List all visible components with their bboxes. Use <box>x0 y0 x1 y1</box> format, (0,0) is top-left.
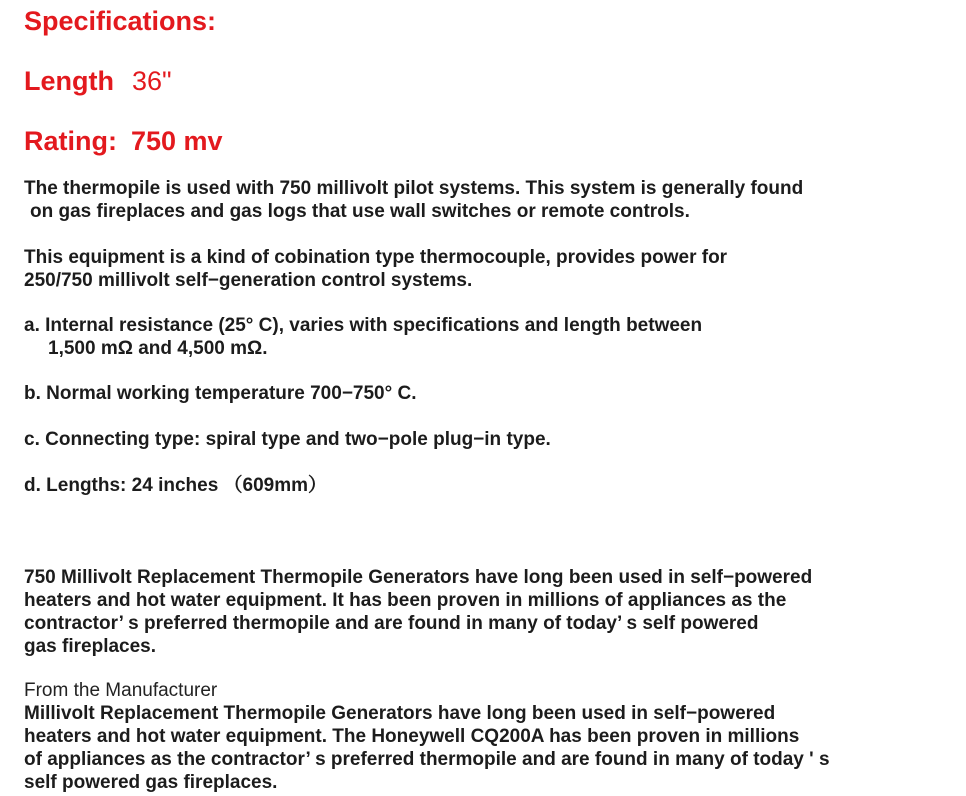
manufacturer-line-2: heaters and hot water equipment. The Honeywell CQ200A has been proven in millions <box>24 726 800 747</box>
specifications-title <box>24 6 216 36</box>
manufacturer-line-1: Millivolt Replacement Thermopile Generators have long been used in self−powered <box>24 703 776 724</box>
length-spec <box>24 66 172 96</box>
manufacturer-line-4: self powered gas fireplaces. <box>24 772 278 793</box>
item-b-text: b. Normal working temperature 700−750° C. <box>24 383 417 404</box>
rating-value: 750 mv <box>130 126 223 156</box>
rating-label: Rating: <box>24 126 117 156</box>
item-d <box>24 474 959 497</box>
intro-paragraph <box>24 177 959 223</box>
intro-line-2: on gas fireplaces and gas logs that use wall switches or remote controls. <box>30 201 690 222</box>
replacement-line-3: contractor’ s preferred thermopile and are found in many of today’ s self powered <box>24 613 759 634</box>
manufacturer-heading: From the Manufacturer <box>24 680 218 701</box>
equipment-line-1: This equipment is a kind of cobination type thermocouple, provides power for <box>24 247 728 268</box>
item-c-text: c. Connecting type: spiral type and two−pole plug−in type. <box>24 429 551 450</box>
rating-spec <box>24 126 223 156</box>
item-c <box>24 428 959 451</box>
item-b <box>24 382 959 405</box>
equipment-paragraph <box>24 246 959 292</box>
replacement-line-4: gas fireplaces. <box>24 636 157 657</box>
replacement-paragraph <box>24 566 959 658</box>
replacement-line-1: 750 Millivolt Replacement Thermopile Generators have long been used in self−powered <box>24 567 813 588</box>
intro-line-1: The thermopile is used with 750 millivolt pilot systems. This system is generally found <box>24 178 804 199</box>
replacement-line-2: heaters and hot water equipment. It has been proven in millions of appliances as the <box>24 590 787 611</box>
item-d-text: d. Lengths: 24 inches （609mm） <box>24 475 328 496</box>
specifications-title-text: Specifications: <box>24 6 217 36</box>
length-value: 36" <box>131 66 172 96</box>
equipment-line-2: 250/750 millivolt self−generation control systems. <box>24 270 473 291</box>
item-a-line-1: a. Internal resistance (25° C), varies with specifications and length between <box>24 315 703 336</box>
item-a <box>24 314 959 360</box>
length-label: Length <box>24 66 114 96</box>
manufacturer-paragraph <box>24 679 959 794</box>
manufacturer-line-3: of appliances as the contractor’ s preferred thermopile and are found in many of today ' s <box>24 749 830 770</box>
item-a-line-2: 1,500 mΩ and 4,500 mΩ. <box>48 338 268 359</box>
